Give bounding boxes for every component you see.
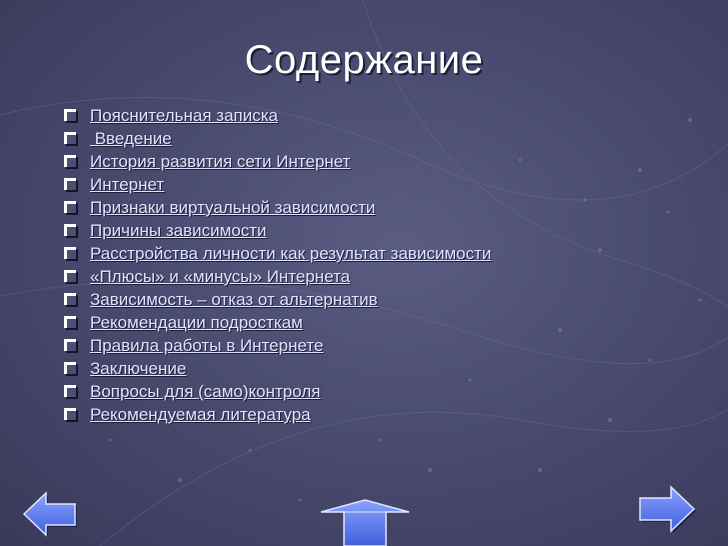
slide-title: Содержание	[244, 38, 484, 82]
toc-item	[64, 219, 491, 242]
toc-link[interactable]: Рекомендуемая литература	[90, 405, 311, 424]
toc-item	[64, 150, 491, 173]
arrow-up-icon	[321, 500, 409, 546]
bullet-icon	[64, 362, 76, 374]
toc-link[interactable]: Правила работы в Интернете	[90, 336, 324, 355]
back-button[interactable]	[20, 490, 78, 538]
toc-link[interactable]: Расстройства личности как результат зависимости	[90, 244, 492, 263]
toc-link[interactable]: Признаки виртуальной зависимости	[90, 198, 376, 217]
toc-link[interactable]: Интернет	[90, 175, 165, 194]
toc-item	[64, 127, 491, 150]
toc-item	[64, 104, 491, 127]
toc-item	[64, 403, 491, 426]
arrow-right-icon	[640, 487, 696, 533]
bullet-icon	[64, 155, 76, 167]
table-of-contents	[64, 104, 491, 426]
bullet-icon	[64, 270, 76, 282]
toc-link[interactable]: Введение	[90, 129, 172, 148]
bullet-icon	[64, 201, 76, 213]
toc-link[interactable]: Рекомендации подросткам	[90, 313, 303, 332]
bullet-icon	[64, 178, 76, 190]
toc-item	[64, 265, 491, 288]
bullet-icon	[64, 385, 76, 397]
toc-link[interactable]: «Плюсы» и «минусы» Интернета	[90, 267, 351, 286]
bullet-icon	[64, 339, 76, 351]
toc-link[interactable]: Зависимость – отказ от альтернатив	[90, 290, 378, 309]
toc-link[interactable]: История развития сети Интернет	[90, 152, 351, 171]
forward-button[interactable]	[637, 484, 699, 534]
bullet-icon	[64, 132, 76, 144]
arrow-left-icon	[24, 493, 77, 537]
toc-item	[64, 380, 491, 403]
bullet-icon	[64, 408, 76, 420]
toc-item	[64, 242, 491, 265]
bullet-icon	[64, 224, 76, 236]
toc-item	[64, 196, 491, 219]
bullet-icon	[64, 316, 76, 328]
toc-link[interactable]: Пояснительная записка	[90, 106, 279, 125]
home-button[interactable]	[318, 498, 412, 546]
bullet-icon	[64, 247, 76, 259]
toc-item	[64, 311, 491, 334]
toc-item	[64, 288, 491, 311]
bullet-icon	[64, 293, 76, 305]
toc-item	[64, 334, 491, 357]
toc-link[interactable]: Заключение	[90, 359, 187, 378]
toc-link[interactable]: Вопросы для (само)контроля	[90, 382, 321, 401]
toc-item	[64, 357, 491, 380]
toc-item	[64, 173, 491, 196]
toc-link[interactable]: Причины зависимости	[90, 221, 267, 240]
bullet-icon	[64, 109, 76, 121]
